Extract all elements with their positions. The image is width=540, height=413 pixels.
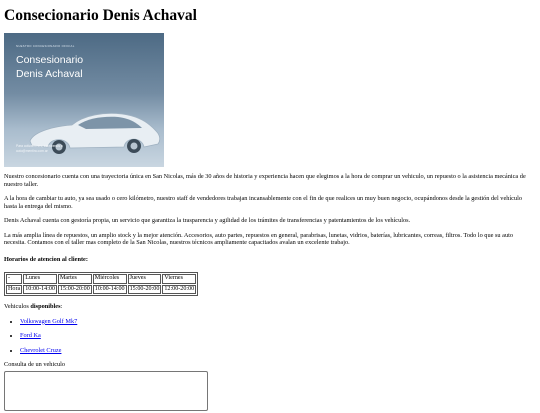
page-title: Consecionario Denis Achaval [4,7,197,24]
hero-banner-image [4,33,164,167]
table-cell: 12:00-20:00 [162,285,196,294]
vehicles-label [4,303,534,311]
intro-text [4,173,534,247]
table-cell: 10:00-14:00 [93,285,127,294]
schedule-table [4,272,198,296]
paragraph-gestoria: Denis Achaval cuenta con gestoría propia, un servicio que garantiza la trasparencia y agilidad de los trámites de transferencias y patentamientos de los vehículos. [4,217,411,225]
hero-tagline: NUESTRO CONCESIONARIO OFICIAL [16,44,75,49]
table-cell: Lunes [23,274,57,283]
paragraph-history: Nuestro concesionario cuenta con una trayectoria única en San Nicolas, más de 30 años de historia y experiencia hacen que elegimos a la hora de comprar un vehiculo, un repuesto o la asistencia mecánica de nuestro taller. [4,173,526,188]
table-cell: Jueves [128,274,162,283]
table-cell: Hora [6,285,22,294]
vehicle-link-ka[interactable]: Ford Ka [20,332,41,340]
paragraph-sales: A la hora de cambiar tu auto, ya sea usado o cero kilómetro, nuestro staff de vendedores trabajan incansablemente con el fin de que realices un muy buen negocio, ocupándonos desde la gestión del vehículo hasta la entrega del mismo. [4,195,522,210]
vehicle-list [4,318,534,355]
consulta-label: Consulta de un vehiculo [4,361,66,369]
hero-contact [16,144,63,153]
table-row [6,285,196,294]
table-cell: Miércoles [93,274,127,283]
vehicle-link-cruze[interactable]: Chevrolet Cruze [20,346,62,354]
table-cell: - [6,274,22,283]
hero-brand [16,54,83,82]
hero-brand-line2: Denis Achaval [16,67,83,80]
vehicles-label-bold: disponibles [30,303,61,311]
table-cell: 15:00-20:00 [128,285,162,294]
vehicles-label-suffix: : [60,303,63,311]
table-cell: Viernes [162,274,196,283]
table-cell: Martes [58,274,92,283]
vehicle-link-golf[interactable]: Volkswagen Golf Mk7 [20,317,78,325]
table-cell: 10:00-14:00 [23,285,57,294]
list-item [20,318,534,326]
hero-contact-line1: Para cotizaciones, escríbenos a [16,144,63,149]
paragraph-repuestos: La más amplia línea de repuestos, un amplio stock y la mejor atención. Accesorios, auto partes, repuestos en general, parabrisas, lunetas, vidrios, baterías, lubricantes, correas, filtros. Todo lo que su auto necesita. Contamos con el taller mas completo de la San Nicolas, nuestros técnicos ampliamente capacitados avalan un excelente trabajo. [4,231,513,247]
list-item [20,332,534,340]
table-cell: 15:00-20:00 [58,285,92,294]
hero-contact-email: auto@mentira.com.ar [16,148,48,153]
schedule-heading: Horarios de atencion al cliente: [4,255,88,263]
vehicles-label-prefix: Vehiculos [4,303,31,311]
table-header-row [6,274,196,283]
hero-brand-line1: Consesionario [16,54,84,67]
list-item [20,347,534,355]
